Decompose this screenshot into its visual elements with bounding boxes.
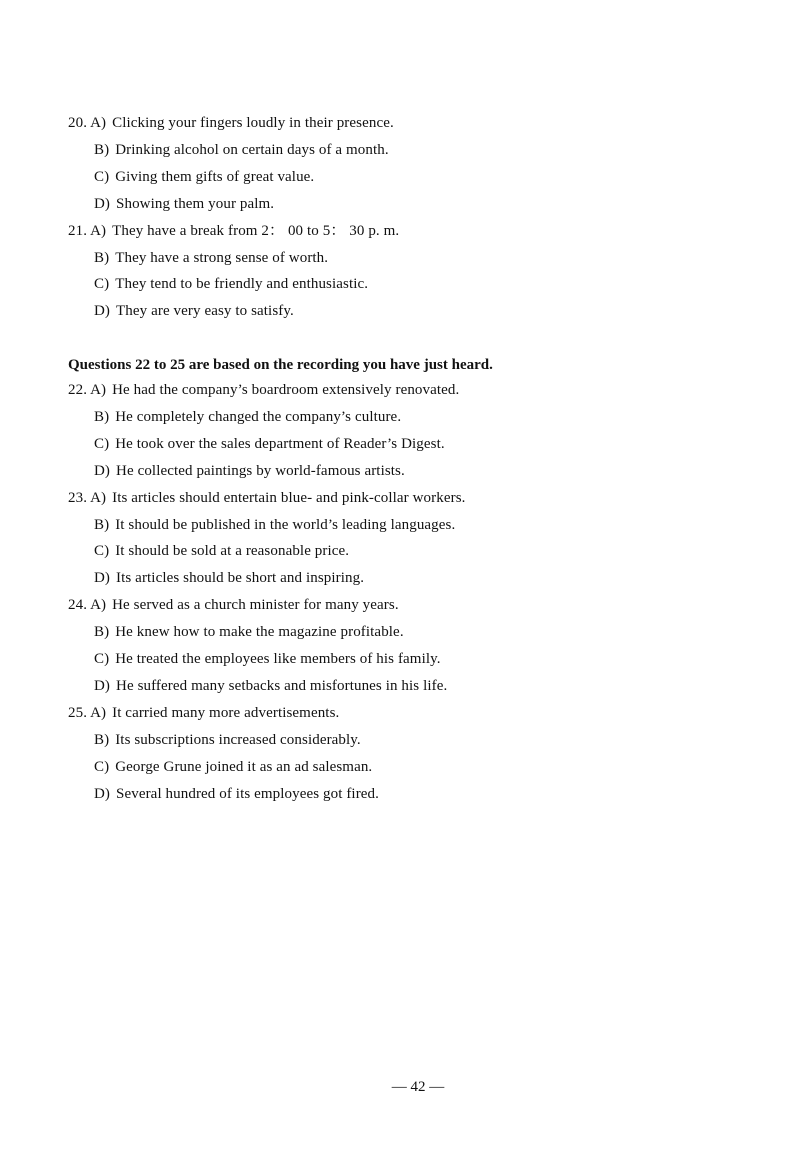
option-letter: B) <box>94 408 110 425</box>
section-heading: Questions 22 to 25 are based on the recording you have just heard. <box>68 357 493 373</box>
question-23-option-d <box>94 569 364 587</box>
question-24-option-d <box>94 677 447 695</box>
option-text: Its articles should entertain blue- and pink-collar workers. <box>112 489 466 506</box>
option-letter: A) <box>90 115 107 131</box>
page-number: — 42 — <box>391 1079 445 1095</box>
option-letter: B) <box>94 141 110 158</box>
question-24-option-c <box>94 650 441 668</box>
option-text: They have a break from 2： 00 to 5： 30 p. m. <box>112 222 400 239</box>
question-21-option-d <box>94 302 294 320</box>
question-number: 23. <box>68 489 88 506</box>
option-text: It should be sold at a reasonable price. <box>115 543 350 560</box>
question-20-option-a <box>68 114 394 132</box>
option-text: He had the company’s boardroom extensively renovated. <box>112 382 460 398</box>
question-21-option-a <box>68 222 399 240</box>
question-number: 20. <box>68 115 88 131</box>
option-letter: D) <box>94 570 111 587</box>
option-letter: C) <box>94 758 110 775</box>
option-text: He collected paintings by world-famous artists. <box>116 462 405 479</box>
option-text: Drinking alcohol on certain days of a month. <box>115 141 389 158</box>
option-text: They tend to be friendly and enthusiastic. <box>115 276 369 293</box>
option-text: Clicking your fingers loudly in their presence. <box>112 115 394 131</box>
question-22-option-c <box>94 435 445 453</box>
question-20-option-d <box>94 195 274 213</box>
option-text: He completely changed the company’s culture. <box>115 408 402 425</box>
option-letter: A) <box>90 489 107 506</box>
question-22-option-a <box>68 381 459 399</box>
option-letter: D) <box>94 462 111 479</box>
option-text: He treated the employees like members of his family. <box>115 651 441 667</box>
question-number: 24. <box>68 597 88 614</box>
question-22-option-b <box>94 408 401 426</box>
option-letter: A) <box>90 382 107 398</box>
option-text: He took over the sales department of Reader’s Digest. <box>115 435 445 452</box>
question-24-option-b <box>94 623 404 641</box>
question-23-option-a <box>68 489 465 507</box>
question-number: 25. <box>68 704 88 721</box>
question-22-option-d <box>94 462 405 480</box>
option-letter: C) <box>94 543 110 560</box>
option-text: Its subscriptions increased considerably. <box>115 731 361 748</box>
option-text: It should be published in the world’s leading languages. <box>115 516 456 533</box>
option-text: They have a strong sense of worth. <box>115 249 329 266</box>
option-letter: A) <box>90 222 107 239</box>
question-number: 21. <box>68 222 88 239</box>
option-letter: D) <box>94 785 111 802</box>
question-25-option-d <box>94 785 379 803</box>
option-text: Its articles should be short and inspiring. <box>116 570 365 587</box>
option-letter: C) <box>94 651 110 667</box>
option-text: He knew how to make the magazine profitable. <box>115 624 404 641</box>
question-21-option-c <box>94 275 368 293</box>
question-23-option-c <box>94 542 349 560</box>
question-20-option-c <box>94 168 314 186</box>
option-letter: C) <box>94 168 110 185</box>
option-letter: C) <box>94 276 110 293</box>
option-letter: B) <box>94 731 110 748</box>
option-letter: B) <box>94 516 110 533</box>
option-letter: D) <box>94 303 111 320</box>
option-letter: D) <box>94 677 111 694</box>
question-24-option-a <box>68 596 399 614</box>
question-25-option-c <box>94 758 372 776</box>
option-text: George Grune joined it as an ad salesman. <box>115 758 373 775</box>
question-25-option-a <box>68 704 339 722</box>
option-letter: A) <box>90 704 107 721</box>
question-number: 22. <box>68 382 88 398</box>
option-text: It carried many more advertisements. <box>112 704 340 721</box>
option-text: Showing them your palm. <box>116 195 275 212</box>
question-21-option-b <box>94 249 328 267</box>
option-letter: D) <box>94 195 111 212</box>
question-20-option-b <box>94 141 389 159</box>
option-text: Giving them gifts of great value. <box>115 168 315 185</box>
option-text: They are very easy to satisfy. <box>116 303 294 320</box>
option-text: Several hundred of its employees got fired. <box>116 785 380 802</box>
option-text: He suffered many setbacks and misfortunes in his life. <box>116 677 448 694</box>
question-23-option-b <box>94 516 455 534</box>
option-letter: B) <box>94 624 110 641</box>
question-25-option-b <box>94 731 361 749</box>
option-text: He served as a church minister for many years. <box>112 597 399 614</box>
option-letter: C) <box>94 435 110 452</box>
option-letter: B) <box>94 249 110 266</box>
option-letter: A) <box>90 597 107 614</box>
